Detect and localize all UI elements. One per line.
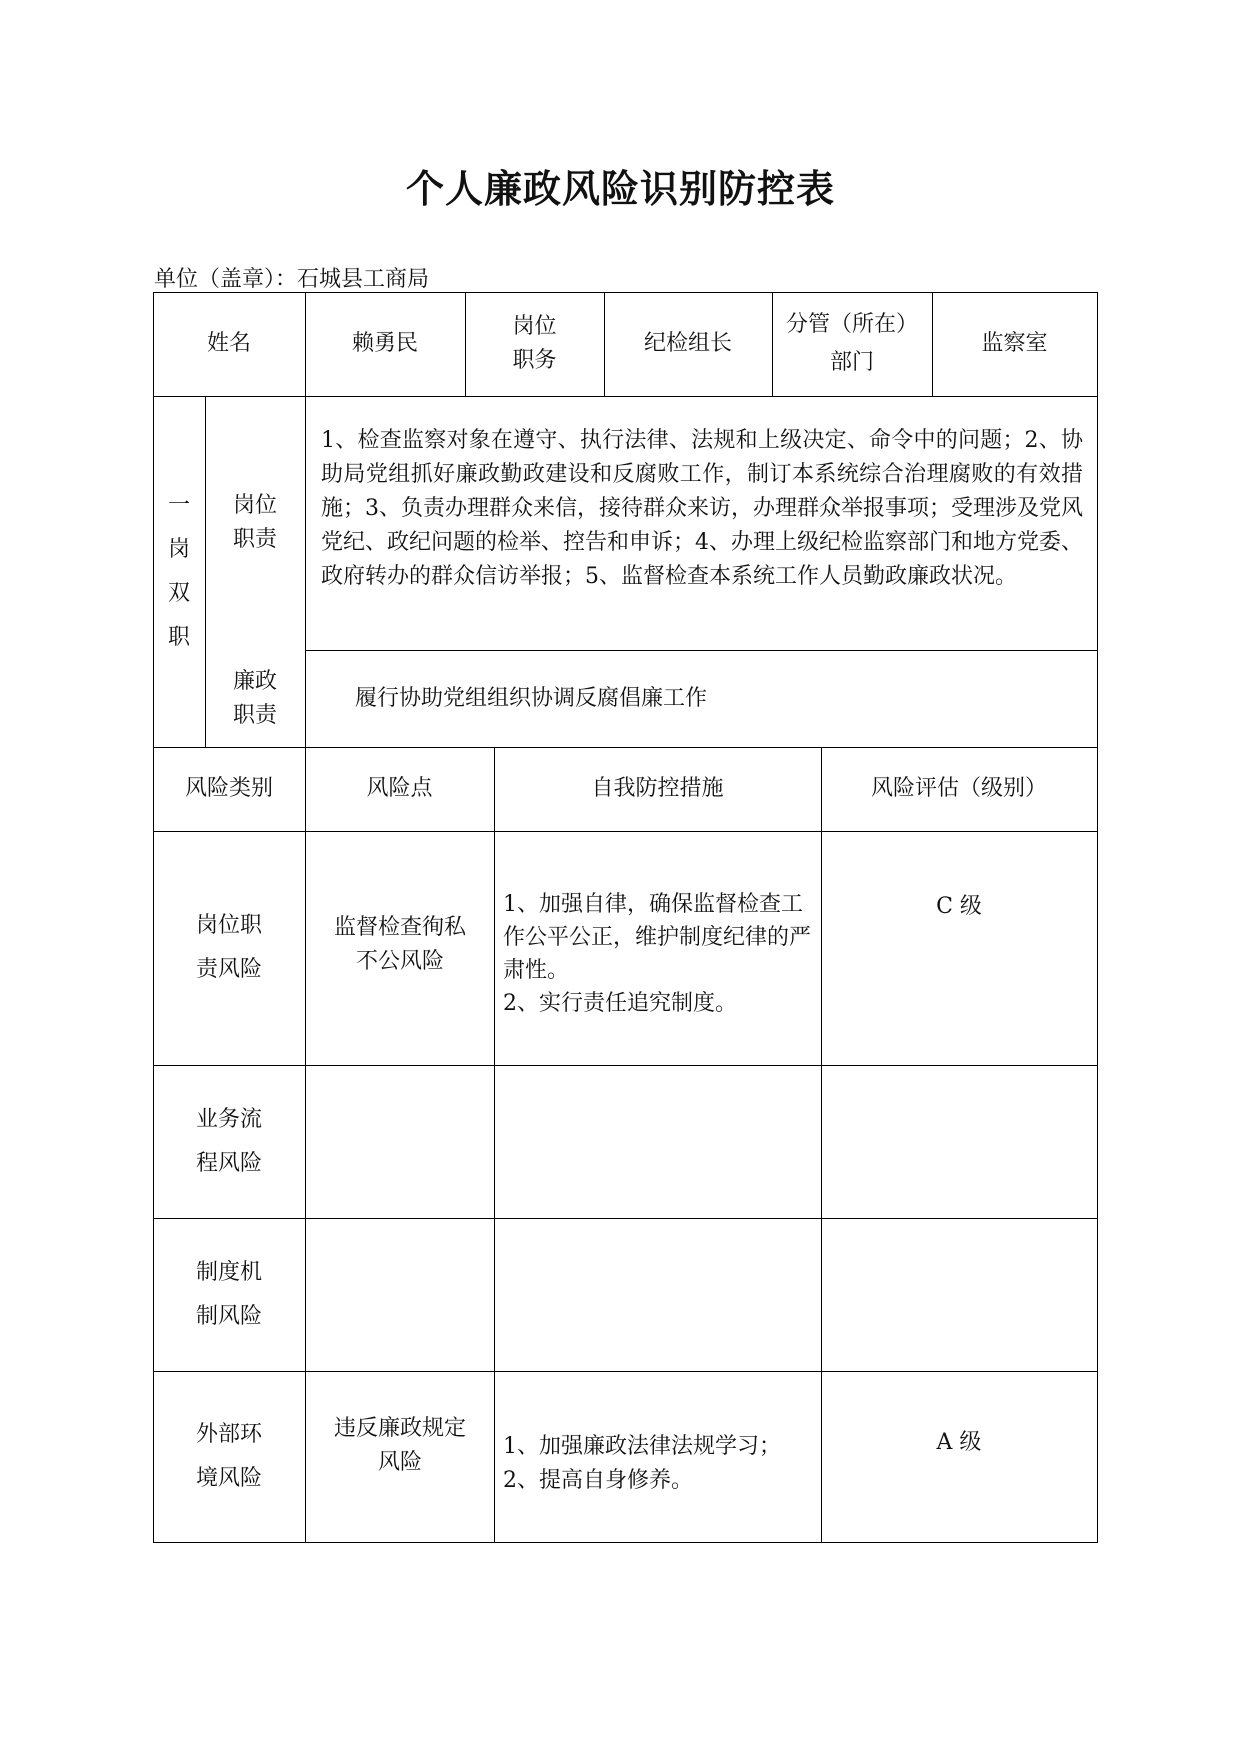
risk-point: 违反廉政规定风险 (333, 1415, 466, 1475)
post-duty-label-line1: 岗位 (232, 493, 277, 518)
risk-category-line2: 境风险 (195, 1465, 262, 1491)
risk-level (821, 1065, 1097, 1218)
risk-measures (503, 1218, 816, 1371)
page-title: 个人廉政风险识别防控表 (405, 166, 835, 211)
risk-measure-item: 2、提高自身修养。 (503, 1468, 693, 1493)
unit-label: 单位（盖章）：石城县工商局 (154, 267, 430, 292)
risk-category (153, 1371, 305, 1542)
risk-category-line1: 制度机 (195, 1259, 262, 1285)
risk-measure-item: 2、实行责任追究制度。 (503, 991, 737, 1016)
post-value: 纪检组长 (643, 331, 732, 356)
risk-level (821, 1218, 1097, 1371)
clean-duty-label-line2: 职责 (232, 702, 277, 728)
risk-header-category: 风险类别 (184, 776, 273, 801)
post-duty-text: 1、检查监察对象在遵守、执行法律、法规和上级决定、命令中的问题；2、协助局党组抓好廉政勤政建设和反腐败工作，制订本系统综合治理腐败的有效措施；3、负责办理群众来信，接待群众来访，办理群众举报事项；受理涉及党风党纪、政纪问题的检举、控告和申诉；4、办理上级纪检监察部门和地方党委、政府转办的群众信访举报；5、监督检查本系统工作人员勤政廉政状况。 (321, 428, 1083, 589)
risk-measure-item: 1、加强自律，确保监督检查工作公平公正，维护制度纪律的严肃性。 (503, 892, 812, 983)
dept-label-line2: 部门 (829, 350, 874, 375)
col-divider (494, 747, 495, 1543)
risk-category (153, 1218, 305, 1371)
risk-measures (503, 888, 816, 1020)
post-label-line1: 岗位 (512, 314, 557, 339)
post-duty-label (205, 396, 305, 650)
risk-category (153, 1065, 305, 1218)
table-border-right (1097, 292, 1098, 1543)
risk-category-line2: 制风险 (195, 1303, 262, 1329)
col-divider (305, 747, 306, 1543)
risk-category-line1: 外部环 (195, 1421, 262, 1447)
col-divider (305, 396, 306, 748)
dept-label (772, 292, 932, 396)
dual-duty-section-label (153, 396, 205, 747)
post-label-line2: 职务 (512, 348, 557, 373)
dept-value: 监察室 (981, 331, 1048, 356)
section-char: 岗 (167, 536, 190, 562)
risk-point (325, 1065, 475, 1218)
risk-level: A 级 (936, 1430, 982, 1455)
clean-duty-label-line1: 廉政 (232, 668, 277, 694)
risk-header-point: 风险点 (366, 776, 433, 801)
risk-category (153, 831, 305, 1065)
post-label (465, 292, 604, 396)
risk-header-level: 风险评估（级别） (870, 776, 1047, 801)
risk-category-line1: 岗位职 (195, 913, 262, 938)
name-value: 赖勇民 (351, 331, 418, 356)
risk-measures (503, 1430, 816, 1498)
risk-form-table (153, 292, 1098, 1543)
risk-point (325, 1218, 475, 1371)
risk-category-line2: 责风险 (195, 957, 262, 982)
clean-duty-text: 履行协助党组组织协调反腐倡廉工作 (355, 685, 708, 711)
risk-point: 监督检查徇私不公风险 (333, 915, 466, 974)
post-duty-label-line2: 职责 (232, 527, 277, 552)
risk-level: C 级 (936, 894, 982, 919)
risk-measures (503, 1065, 816, 1218)
section-char: 职 (167, 624, 190, 650)
name-label: 姓名 (206, 331, 251, 356)
section-char: 一 (167, 492, 190, 518)
section-char: 双 (167, 580, 190, 606)
risk-measure-item: 1、加强廉政法律法规学习； (503, 1434, 781, 1459)
clean-duty-label (205, 650, 305, 747)
risk-category-line1: 业务流 (195, 1106, 262, 1132)
table-border-bottom (153, 1542, 1098, 1543)
dept-label-line1: 分管（所在） (785, 312, 918, 337)
risk-category-line2: 程风险 (195, 1150, 262, 1176)
risk-header-measures: 自我防控措施 (591, 776, 724, 801)
